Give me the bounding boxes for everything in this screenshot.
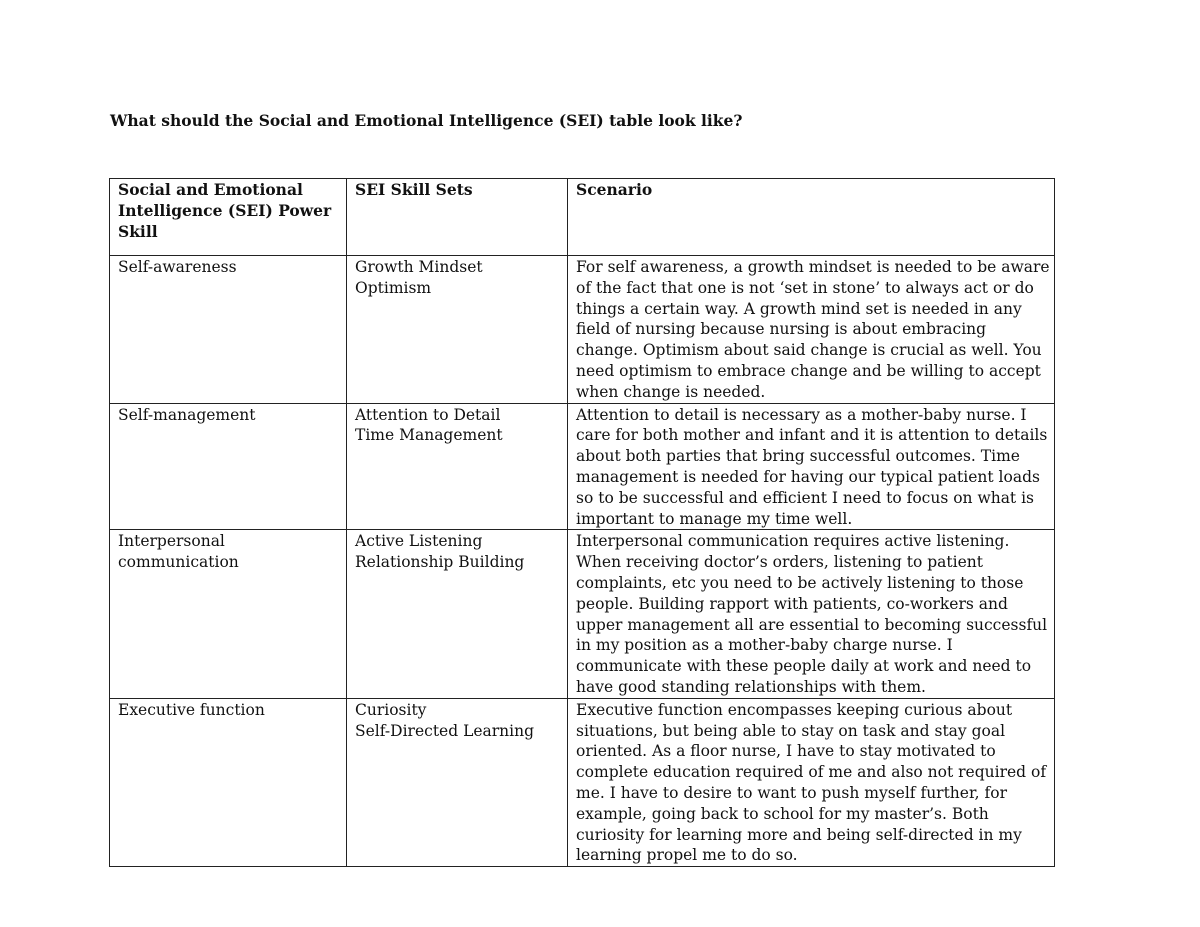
page-title: What should the Social and Emotional Intelligence (SEI) table look like? [110, 111, 743, 130]
scenario-cell: Executive function encompasses keeping curious about situations, but being able to stay on task and stay goal oriented. As a floor nurse, I have to stay motivated to complete education required of me and also not required of me. I have to desire to want to push myself further, for example, going back to school for my master’s. Both curiosity for learning more and being self-directed in my learning propel me to do so. [568, 698, 1055, 866]
table-row [110, 256, 1055, 404]
scenario-cell: Interpersonal communication requires active listening. When receiving doctor’s orders, listening to patient complaints, etc you need to be actively listening to those people. Building rapport with patients, co-workers and upper management all are essential to becoming successful in my position as a mother-baby charge nurse. I communicate with these people daily at work and need to have good standing relationships with them. [568, 530, 1055, 698]
scenario-cell: Attention to detail is necessary as a mother-baby nurse. I care for both mother and infant and it is attention to details about both parties that bring successful outcomes. Time management is needed for having our typical patient loads so to be successful and efficient I need to focus on what is important to manage my time well. [568, 403, 1055, 530]
power-skill-cell: Executive function [110, 698, 347, 866]
skill-set-item: Attention to Detail [355, 405, 501, 424]
skill-sets-cell [347, 530, 568, 698]
table-row [110, 403, 1055, 530]
skill-sets-cell [347, 403, 568, 530]
table-header-row [110, 179, 1055, 256]
skill-set-item: Growth Mindset [355, 258, 483, 276]
power-skill-cell: Self-management [110, 403, 347, 530]
power-skill-cell: Interpersonal communication [110, 530, 347, 698]
skill-sets-cell [347, 698, 568, 866]
column-header-skill-sets: SEI Skill Sets [347, 179, 568, 256]
table-row [110, 698, 1055, 866]
sei-table [109, 178, 1055, 867]
scenario-cell: For self awareness, a growth mindset is needed to be aware of the fact that one is not ‘set in stone’ to always act or do things a certain way. A growth mind set is needed in any field of nursing because nursing is about embracing change. Optimism about said change is crucial as well. You need optimism to embrace change and be willing to accept when change is needed. [568, 256, 1055, 404]
column-header-power-skill: Social and Emotional Intelligence (SEI) Power Skill [110, 179, 347, 256]
table-row [110, 530, 1055, 698]
column-header-scenario: Scenario [568, 179, 1055, 256]
skill-set-item: Self-Directed Learning [355, 721, 535, 740]
skill-set-item: Relationship Building [355, 553, 525, 572]
skill-set-item: Optimism [355, 278, 432, 297]
skill-set-item: Curiosity [355, 700, 427, 719]
skill-set-item: Time Management [355, 426, 503, 445]
skill-sets-cell [347, 256, 568, 404]
skill-set-item: Active Listening [355, 532, 483, 551]
power-skill-cell: Self-awareness [110, 256, 347, 404]
